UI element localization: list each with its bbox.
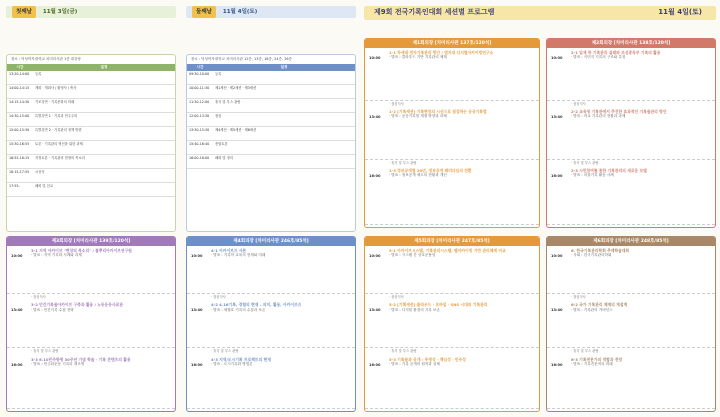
schedule-time: 10:00-11:30 bbox=[187, 85, 213, 99]
schedule-row bbox=[7, 141, 175, 155]
session-time: 10:00 bbox=[369, 56, 381, 60]
schedule-row bbox=[187, 127, 355, 141]
session bbox=[7, 355, 175, 409]
session bbox=[547, 107, 715, 160]
session-time: 10:00 bbox=[11, 254, 23, 258]
session-title: 6. 한국기록관리학회 추계학술대회 bbox=[571, 248, 630, 253]
session bbox=[547, 300, 715, 348]
session-title: 1-2 [기록세션] 기록현장의 시선으로 점검하는 공공기록법 bbox=[389, 109, 487, 115]
session bbox=[547, 246, 715, 294]
session-presenter: · 발표 : 클라우드 기반 기록관리 체계 bbox=[389, 55, 447, 60]
schedule-item: 특별강연 2 · 기록관리 정책 방향 bbox=[33, 127, 175, 141]
session-break: · 점심식사 bbox=[211, 295, 226, 299]
session-time: 13:40 bbox=[551, 308, 563, 313]
session-body bbox=[571, 168, 711, 178]
session-body bbox=[211, 302, 351, 312]
session-presenter: · 발표 : 마을기록 활동 사례 bbox=[571, 173, 614, 178]
schedule-time: 14:00-14:15 bbox=[7, 85, 33, 99]
session-body bbox=[211, 357, 351, 367]
hall-title: 제1회의장 [차미리사관 137호/120석] bbox=[365, 39, 539, 48]
day1-column bbox=[6, 6, 176, 231]
session-body bbox=[389, 109, 535, 119]
session-body bbox=[571, 248, 711, 258]
session-break: · 점심식사 bbox=[571, 101, 586, 106]
session-body bbox=[571, 50, 711, 60]
session-break: · 점심식사 bbox=[31, 295, 46, 299]
session-presenter: · 발표 : 시스템 간 상호운용성 bbox=[389, 253, 436, 258]
session-time: 13:40 bbox=[369, 308, 381, 313]
day1-tab bbox=[6, 6, 176, 18]
session-body bbox=[571, 302, 711, 312]
day2-date: 11월 4일(토) bbox=[222, 9, 258, 15]
schedule-item: 제4세션 · 제5세션 · 제6세션 bbox=[213, 127, 355, 141]
session-presenter: · 발표 : 지역 기록화 사례와 과제 bbox=[31, 253, 82, 258]
schedule-item: 종합토론 bbox=[213, 141, 355, 155]
day1-schedule-box bbox=[6, 54, 176, 232]
session-time: 13:40 bbox=[191, 308, 203, 313]
session-presenter: · 발표 : 디지털 환경의 기록 보존 bbox=[389, 307, 440, 312]
schedule-time: 15:30-16:55 bbox=[7, 141, 33, 155]
session-title: 2-1 일제 하 기록관리 실태와 조선총독부 기록의 활용 bbox=[571, 50, 661, 55]
schedule-item: 등록 bbox=[213, 71, 355, 85]
session-presenter: · 발표 : 도시기록화 방법론 bbox=[211, 362, 253, 366]
session-presenter: · 발표 : 기록학 교육의 현재와 미래 bbox=[211, 253, 266, 258]
session-body bbox=[31, 357, 171, 367]
day2-venue: 장소 : 덕성여자대학교 차미리사관 12층, 13층, 18층, 24층, 26층 bbox=[191, 57, 293, 61]
hall-title: 제6회의장 [차미리사관 248호/85석] bbox=[547, 237, 715, 246]
day2-column bbox=[186, 6, 356, 231]
hall-box bbox=[364, 236, 540, 412]
session-title: 2-3 시민참여를 통한 기록관리의 새로운 모델 bbox=[571, 168, 647, 174]
day1-venue: 장소 : 덕성여자대학교 차미리사관 1층 대강당 bbox=[11, 57, 81, 61]
day1-schedule-rows bbox=[7, 71, 175, 197]
session-break: · 휴식 및 부스 관람 bbox=[211, 349, 239, 354]
session bbox=[187, 246, 355, 294]
day2-item-header: 일정 bbox=[280, 64, 288, 69]
session-title: 5-3 기록물과 공개 : 투명성 · 책임성 · 민주성 bbox=[389, 356, 466, 362]
hall-box bbox=[186, 236, 356, 412]
day1-date: 11월 3일(금) bbox=[42, 9, 78, 15]
session-presenter: · 발표 : 식민지 기록의 구조와 특징 bbox=[571, 55, 626, 60]
day1-item-header: 일정 bbox=[100, 64, 108, 69]
session-body bbox=[389, 50, 535, 60]
session bbox=[365, 355, 539, 409]
day2-schedule-rows bbox=[187, 71, 355, 169]
schedule-time: 13:20-14:00 bbox=[7, 71, 33, 85]
session bbox=[547, 48, 715, 101]
session-presenter: · 발표 : 공공기록법 개정 방향과 과제 bbox=[389, 114, 447, 119]
session bbox=[187, 355, 355, 409]
session-body bbox=[211, 248, 351, 258]
hall-title: 제5회의장 [차미리사관 247호/85석] bbox=[365, 237, 539, 246]
schedule-time: 17:55- bbox=[7, 183, 33, 197]
session-presenter: · 발표 : 기록 공개의 원칙과 실제 bbox=[389, 362, 440, 366]
schedule-row bbox=[187, 113, 355, 127]
schedule-item: 폐회 및 친교 bbox=[33, 183, 175, 197]
session-body bbox=[571, 109, 711, 119]
schedule-row bbox=[187, 71, 355, 85]
session-break: · 휴식 및 부스 관람 bbox=[571, 160, 599, 165]
session-time: 13:40 bbox=[369, 115, 381, 120]
program-headline bbox=[364, 6, 716, 20]
schedule-row bbox=[7, 85, 175, 99]
session-time: 10:00 bbox=[551, 56, 563, 60]
session-title: 4-1 아카이브즈 사론 bbox=[211, 248, 247, 253]
schedule-row bbox=[7, 127, 175, 141]
session-break: · 휴식 및 부스 관람 bbox=[389, 160, 417, 165]
session-body bbox=[31, 248, 171, 258]
schedule-item: 지정토론 · 기록관리 현장의 목소리 bbox=[33, 155, 175, 169]
session bbox=[365, 300, 539, 348]
session-presenter: · 발표 : 학교 기록관리 현황과 과제 bbox=[571, 114, 626, 119]
session bbox=[547, 166, 715, 225]
schedule-item: 개회 · 개회사 / 환영사 / 축사 bbox=[33, 85, 175, 99]
schedule-time: 15:40-16:40 bbox=[187, 141, 213, 155]
session-break: · 휴식 및 부스 관람 bbox=[31, 349, 59, 354]
session-body bbox=[571, 357, 711, 367]
session-presenter: · 발표 : 정보공개 제도의 현황과 개선 bbox=[389, 173, 447, 178]
session-body bbox=[389, 302, 535, 312]
session-time: 16:00 bbox=[369, 362, 381, 367]
session bbox=[365, 48, 539, 101]
hall-title: 제4회의장 [차미리사관 246호/85석] bbox=[187, 237, 355, 246]
day1-label: 첫째날 bbox=[12, 6, 36, 18]
session-title: 4-2 4.16기록, 경험의 현재 – 의미, 활용, 아카이브즈 bbox=[211, 302, 302, 308]
hall-title: 제3회의장 [차미리사관 139호/120석] bbox=[7, 237, 175, 246]
session-title: 3-1 지역 아카이브 "현장의 목소리" / 풀뿌리아카이브연구원 bbox=[31, 248, 132, 253]
session bbox=[187, 300, 355, 348]
hall-box bbox=[364, 38, 540, 228]
session-time: 10:00 bbox=[369, 254, 381, 258]
schedule-item: 폐회 및 정리 bbox=[213, 155, 355, 169]
schedule-row bbox=[7, 183, 175, 197]
session-body bbox=[389, 248, 535, 258]
schedule-time: 12:00-13:30 bbox=[187, 113, 213, 127]
schedule-item: 기조강연 · 기록문화의 미래 bbox=[33, 99, 175, 113]
schedule-item: 특별강연 1 · 기록과 민주주의 bbox=[33, 113, 175, 127]
session-time: 16:00 bbox=[369, 174, 381, 179]
session-break: · 휴식 및 부스 관람 bbox=[389, 349, 417, 354]
session-break: · 점심식사 bbox=[571, 295, 586, 299]
schedule-time: 18:15-17:55 bbox=[7, 169, 33, 183]
session-break: · 점심식사 bbox=[389, 295, 404, 299]
schedule-time: 15:00-15:30 bbox=[7, 127, 33, 141]
session bbox=[365, 246, 539, 294]
session-time: 16:00 bbox=[551, 174, 563, 179]
schedule-time: 09:30-10:00 bbox=[187, 71, 213, 85]
session-body bbox=[389, 168, 535, 178]
schedule-row bbox=[187, 141, 355, 155]
schedule-row bbox=[7, 99, 175, 113]
schedule-time: 16:00-18:00 bbox=[187, 155, 213, 169]
session-body bbox=[389, 357, 535, 367]
hall-title: 제2회의장 [차미리사관 138호/120석] bbox=[547, 39, 715, 48]
schedule-item: 휴식 및 부스 관람 bbox=[213, 99, 355, 113]
session bbox=[7, 300, 175, 348]
day2-schedule-table bbox=[187, 64, 355, 169]
session bbox=[365, 107, 539, 160]
session-title: 1-3 정보공개법 20년, 정보공개 패러다임의 전환 bbox=[389, 168, 472, 174]
schedule-row bbox=[187, 99, 355, 113]
schedule-time: 14:30-15:00 bbox=[7, 113, 33, 127]
session-presenter: · 사회 : 한국기록관리학회 bbox=[571, 253, 612, 258]
hall-box bbox=[546, 38, 716, 228]
session-title: 5-1 아카이브시스템, 기록관리시스템, 웹아카이빙 기반 관리체계 비교 bbox=[389, 248, 506, 253]
session-title: 2-2 교육청 기록관에서 추진한 효과적인 기록물관리 방안 bbox=[571, 109, 667, 115]
schedule-time: 13:30-15:30 bbox=[187, 127, 213, 141]
session-title: 3-3 6.10민주항쟁 30주년 기념 학술 · 기록 콘텐츠의 활용 bbox=[31, 356, 131, 362]
session-title: 4-3 지역/도시기록 프로젝트의 현재 bbox=[211, 356, 271, 362]
schedule-row bbox=[187, 155, 355, 169]
day2-time-header: 시간 bbox=[196, 64, 204, 69]
session bbox=[365, 166, 539, 225]
session-time: 16:00 bbox=[551, 362, 563, 367]
session-presenter: · 발표 : 기록관리 거버넌스 bbox=[571, 307, 613, 312]
session-time: 16:00 bbox=[11, 362, 23, 367]
session-time: 10:00 bbox=[551, 254, 563, 258]
session-time: 16:00 bbox=[191, 362, 203, 367]
schedule-item: 제1세션 · 제2세션 · 제3세션 bbox=[213, 85, 355, 99]
schedule-item: 등록 bbox=[33, 71, 175, 85]
day2-schedule-box bbox=[186, 54, 356, 232]
schedule-row bbox=[7, 113, 175, 127]
day2-tab bbox=[186, 6, 356, 18]
session-title: 3-2 민간기록물아카이브 구축과 활용 / 노동운동사료관 bbox=[31, 302, 123, 308]
session-presenter: · 발표 : 세월호 기록의 수집과 보존 bbox=[211, 307, 266, 312]
schedule-item: 점심 bbox=[213, 113, 355, 127]
session bbox=[547, 355, 715, 409]
schedule-row bbox=[187, 85, 355, 99]
session-time: 13:40 bbox=[551, 115, 563, 120]
session-presenter: · 발표 : 기록전문직의 미래 bbox=[571, 362, 613, 366]
session-title: 1-1 차세대 전자기록관리 방안 / 범지대 디지털아카이빙연구소 bbox=[389, 50, 494, 55]
hall-box bbox=[546, 236, 716, 412]
session-title: 6-3 기록전문가의 역할과 전망 bbox=[571, 356, 623, 362]
session-time: 13:40 bbox=[11, 308, 23, 313]
session-break: · 점심식사 bbox=[389, 101, 404, 106]
session-title: 5-2 [기획세션] 클라우드 · 모바일 · SNS 시대의 기록관리 bbox=[389, 302, 488, 308]
schedule-time: 14:15-14:30 bbox=[7, 99, 33, 113]
session-body bbox=[31, 302, 171, 312]
session-presenter: · 발표 : 민간기록 수집 전략 bbox=[31, 307, 74, 312]
session-presenter: · 발표 : 민주화운동 기록의 재조명 bbox=[31, 362, 85, 366]
day1-time-header: 시간 bbox=[16, 64, 24, 69]
day2b-date: 11월 4일(토) bbox=[658, 8, 702, 16]
day2-label: 둘째날 bbox=[192, 6, 216, 18]
day1-schedule-table bbox=[7, 64, 175, 197]
schedule-item: 시상식 bbox=[33, 169, 175, 183]
schedule-item: 토론 · 기록관리 혁신을 위한 과제 bbox=[33, 141, 175, 155]
headline-title: 제9회 전국기록인대회 세션별 프로그램 bbox=[374, 8, 495, 16]
schedule-row bbox=[7, 155, 175, 169]
schedule-time: 16:55-18:15 bbox=[7, 155, 33, 169]
session-title: 6-2 국가 기록관리 체계의 재설계 bbox=[571, 302, 628, 308]
session bbox=[7, 246, 175, 294]
schedule-row bbox=[7, 169, 175, 183]
hall-box bbox=[6, 236, 176, 412]
schedule-time: 11:30-12:00 bbox=[187, 99, 213, 113]
schedule-row bbox=[7, 71, 175, 85]
session-time: 10:00 bbox=[191, 254, 203, 258]
session-break: · 휴식 및 부스 관람 bbox=[571, 349, 599, 354]
